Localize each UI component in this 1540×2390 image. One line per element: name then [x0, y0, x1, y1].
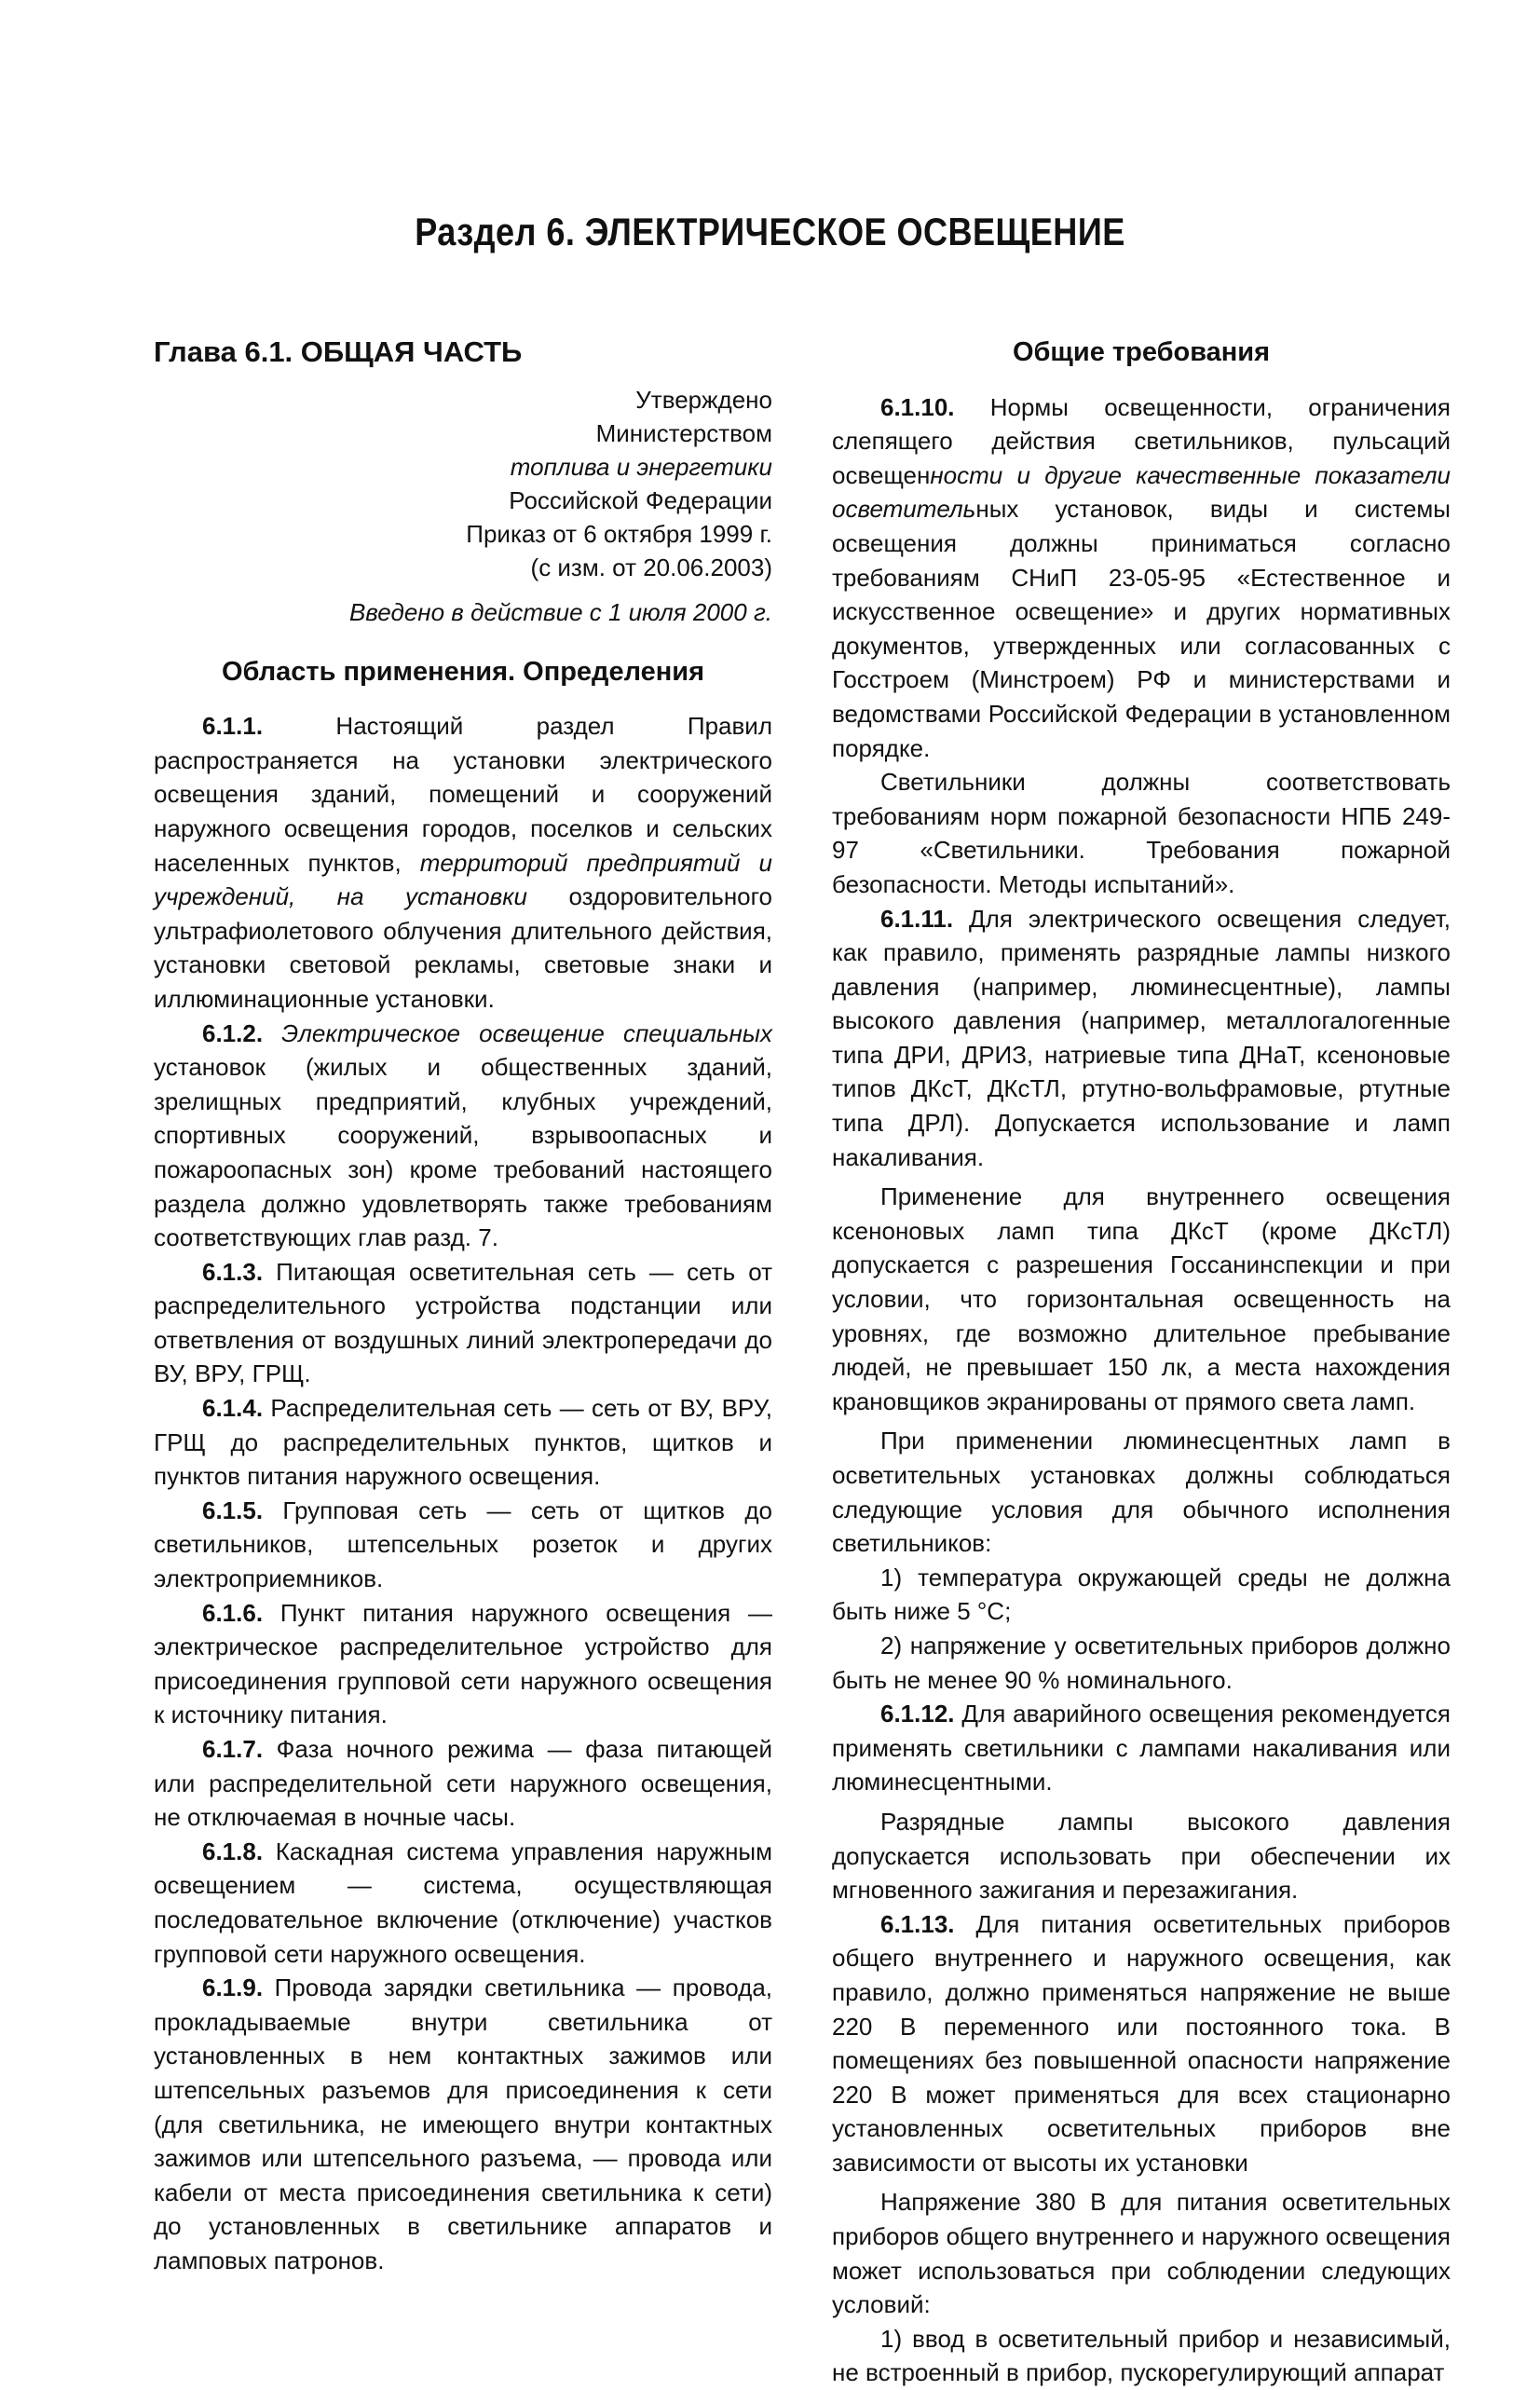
left-column [154, 335, 772, 2278]
paragraph-6-1-9 [154, 1971, 772, 2277]
paragraph-6-1-13-c: 1) ввод в осветительный прибор и независимый, не встроенный в прибор, пускорегулирующий аппарат [832, 2324, 1451, 2387]
paragraph-6-1-6 [154, 1596, 772, 1732]
paragraph-6-1-4 [154, 1391, 772, 1494]
paragraph-6-1-10-b: Светильники должны соответствовать требованиям норм пожарной безопасности НПБ 249-97 «Светильники. Требования пожарной безопасности. Методы испытаний». [832, 768, 1451, 898]
paragraph-6-1-10 [832, 390, 1451, 766]
right-column [832, 335, 1451, 2390]
approval-block [154, 383, 772, 629]
clause-number: 6.1.9. [202, 1973, 264, 2002]
section-heading-scope: Область применения. Определения [221, 656, 705, 687]
paragraph-text: Фаза ночного режима — фаза питающей или распределительной сети наружного освещения, не отключаемая в ночные часы. [154, 1735, 772, 1832]
condition-item: 1) температура окружающей среды не должна быть ниже 5 °С; [832, 1563, 1451, 1626]
paragraph-text: Для питания осветительных приборов общего внутреннего и наружного освещения, как правило, должно применяться напряжение не выше 220 В переменного или постоянного тока. В помещениях без повышенной опасности напряжение 220 В может применяться для всех стационарно установленных осветительных приборов вне зависимости от высоты их установки [832, 1909, 1451, 2177]
chapter-title: Глава 6.1. ОБЩАЯ ЧАСТЬ [154, 335, 523, 368]
paragraph-6-1-2 [154, 1017, 772, 1255]
page-title: Раздел 6. ЭЛЕКТРИЧЕСКОЕ ОСВЕЩЕНИЕ [415, 210, 1125, 253]
paragraph-text: Каскадная система управления наружным освещением — система, осуществляющая последовательное включение (отключение) участков групповой сети наружного освещения. [154, 1837, 772, 1968]
paragraph-text: Для электрического освещения следует, как правило, применять разрядные лампы низкого давления (например, люминесцентные), лампы высокого давления (например, металлогалогенные типа ДРИ, ДРИЗ, натриевые типа ДНаТ, ксеноновые типов ДКсТ, ДКсТЛ, ртутно-вольфрамовые, ртутные типа ДРЛ). Допускается использование и ламп накаливания. [832, 904, 1451, 1171]
condition-item: 2) напряжение у осветительных приборов должно быть не менее 90 % номинального. [832, 1631, 1451, 1694]
clause-number: 6.1.3. [202, 1257, 264, 1286]
paragraph-6-1-7 [154, 1732, 772, 1835]
paragraph-text: оздоровительного ультрафиолетового облучения длительного действия, установки световой рекламы, световые знаки и иллюминационные установки. [154, 882, 773, 1013]
approval-line: Приказ от 6 октября 1999 г. [466, 519, 772, 548]
clause-number: 6.1.13. [880, 1909, 955, 1938]
clause-number: 6.1.5. [202, 1495, 264, 1524]
paragraph-text: Настоящий раздел Правил распространяется на установки электрического освещения зданий, помещений и сооружений наружного освещения городов, поселков и сельских населенных пунктов, [154, 712, 772, 877]
paragraph-6-1-12-b: Разрядные лампы высокого давления допускается использовать при обеспечении их мгновенного зажигания и перезажигания. [832, 1807, 1451, 1905]
paragraph-italic: территорий предприятий и учреждений, на установки [154, 848, 772, 911]
paragraph-text: Провода зарядки светильника — провода, прокладываемые внутри светильника от установленных в нем контактных зажимов или штепсельных разъемов для присоединения к сети (для светильника, не имеющего внутри контактных зажимов или штепсельного разъема, — провода или кабели от места присоединения светильника к сети) до установленных в светильнике аппаратов и ламповых патронов. [154, 1973, 772, 2274]
section-heading-general: Общие требования [1012, 337, 1271, 367]
paragraph-6-1-11-b: Применение для внутреннего освещения ксеноновых ламп типа ДКсТ (кроме ДКсТЛ) допускается с разрешения Госсанинспекции и при условии, что горизонтальная освещенность на уровнях, где возможно длительное пребывание людей, не превышает 150 лк, а места нахождения крановщиков экранированы от прямого света ламп. [832, 1182, 1451, 1415]
paragraph-6-1-13 [832, 1907, 1451, 2180]
clause-number: 6.1.10. [880, 392, 955, 421]
paragraph-6-1-12 [832, 1697, 1451, 1799]
paragraph-6-1-5 [154, 1494, 772, 1596]
paragraph-6-1-13-b: Напряжение 380 В для питания осветительных приборов общего внутреннего и наружного освещения может использоваться при соблюдении следующих условий: [832, 2188, 1451, 2319]
clause-number: 6.1.6. [202, 1598, 264, 1627]
paragraph-text: Групповая сеть — сеть от щитков до светильников, штепсельных розеток и других электроприемников. [154, 1495, 772, 1593]
paragraph-6-1-1 [154, 709, 772, 1016]
approval-line: Утверждено [635, 385, 772, 414]
paragraph-italic: ности и другие качественные показатели осветитель [832, 460, 1451, 524]
paragraph-6-1-11 [832, 902, 1451, 1175]
paragraph-italic: Электрическое освещение специальных [263, 1018, 772, 1047]
paragraph-text: Пункт питания наружного освещения — электрическое распределительное устройство для присоединения групповой сети наружного освещения к источнику питания. [154, 1598, 772, 1729]
clause-number: 6.1.7. [202, 1735, 264, 1763]
clause-number: 6.1.4. [202, 1394, 264, 1423]
paragraph-text: Нормы освещенности, ограничения слепящего действия светильников, пульсаций освещен [832, 392, 1451, 489]
paragraph-text: Питающая осветительная сеть — сеть от распределительного устройства подстанции или ответвления от воздушных линий электропередачи до ВУ, ВРУ, ГРЩ. [154, 1257, 772, 1388]
paragraph-6-1-11-c: При применении люминесцентных ламп в осветительных установках должны соблюдаться следующие условия для обычного исполнения светильников: [832, 1427, 1451, 1558]
clause-number: 6.1.1. [202, 712, 264, 741]
approval-line: топлива и энергетики [510, 452, 772, 481]
approval-line: (с изм. от 20.06.2003) [530, 553, 772, 581]
paragraph-text: установок (жилых и общественных зданий, зрелищных предприятий, клубных учреждений, спортивных сооружений, взрывоопасных и пожароопасных зон) кроме требований настоящего раздела должно удовлетворять также требованиям соответствующих глав разд. 7. [154, 1053, 772, 1252]
effective-date: Введено в действие с 1 июля 2000 г. [348, 597, 772, 626]
paragraph-text: Для аварийного освещения рекомендуется применять светильники с лампами накаливания или люминесцентными. [832, 1700, 1451, 1796]
paragraph-6-1-8 [154, 1835, 772, 1971]
paragraph-text: ных установок, виды и системы освещения должны приниматься согласно требованиям СНиП 23-05-95 «Естественное и искусственное освещение» и других нормативных документов, утвержденных или согласованных с Госстроем (Минстроем) РФ и министерствами и ведомствами Российской Федерации в установленном порядке. [832, 495, 1451, 762]
clause-number: 6.1.11. [880, 904, 954, 933]
clause-number: 6.1.8. [202, 1837, 264, 1865]
clause-number: 6.1.12. [880, 1700, 955, 1728]
paragraph-text: Распределительная сеть — сеть от ВУ, ВРУ, ГРЩ до распределительных пунктов, щитков и пунктов питания наружного освещения. [154, 1394, 772, 1491]
paragraph-6-1-3 [154, 1255, 772, 1391]
clause-number: 6.1.2. [202, 1018, 264, 1047]
approval-line: Министерством [595, 418, 772, 447]
approval-line: Российской Федерации [509, 485, 772, 514]
